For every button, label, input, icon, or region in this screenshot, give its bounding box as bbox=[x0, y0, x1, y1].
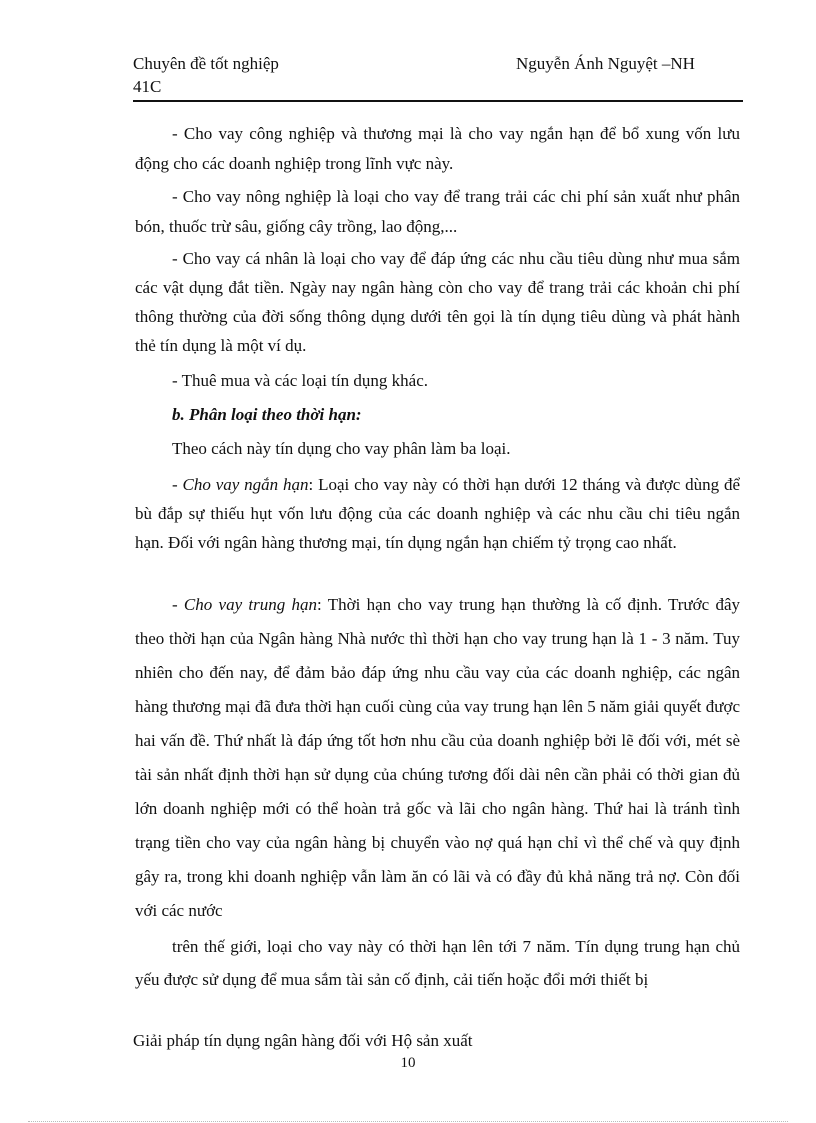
paragraph-medium-term bbox=[135, 588, 740, 928]
paragraph-leasing: - Thuê mua và các loại tín dụng khác. bbox=[172, 371, 429, 390]
page-header bbox=[133, 52, 743, 102]
page-bottom-divider bbox=[28, 1121, 788, 1122]
paragraph-industrial-loans: - Cho vay công nghiệp và thương mại là cho vay ngắn hạn để bổ xung vốn lưu động cho các doanh nghiệp trong lĩnh vực này. bbox=[135, 124, 740, 173]
header-course-code: 41C bbox=[133, 77, 162, 96]
header-course-title: Chuyên đề tốt nghiệp bbox=[133, 54, 279, 73]
header-author: Nguyễn Ánh Nguyệt –NH bbox=[516, 54, 695, 73]
medium-term-label: - Cho vay trung hạn bbox=[172, 595, 318, 614]
section-heading-b bbox=[135, 400, 740, 430]
paragraph-agricultural-loans: - Cho vay nông nghiệp là loại cho vay để trang trải các chi phí sản xuất như phân bón, thuốc trừ sâu, giống cây trồng, lao động,... bbox=[135, 187, 740, 236]
footer-title: Giải pháp tín dụng ngân hàng đối với Hộ sản xuất bbox=[133, 1031, 473, 1050]
paragraph-short-term bbox=[135, 470, 740, 557]
medium-term-text: : Thời hạn cho vay trung hạn thường là cố định. Trước đây theo thời hạn của Ngân hàng Nhà nước thì thời hạn cho vay trung hạn là 1 - 3 năm. Tuy nhiên cho đến nay, để đảm bảo đáp ứng nhu cầu vay của các doanh nghiệp, các ngân hàng thương mại đã đưa thời hạn cuối cùng của vay trung hạn lên 5 năm giải quyết được hai vấn đề. Thứ nhất là đáp ứng tốt hơn nhu cầu của doanh nghiệp bởi lẽ đối với, mét sè tài sản nhất định thời hạn sử dụng của chúng tương đối dài nên cần phải có thời gian đủ lớn doanh nghiệp mới có thể hoàn trả gốc và lãi cho ngân hàng. Thứ hai là tránh tình trạng tiền cho vay của ngân hàng bị chuyển vào nợ quá hạn chỉ vì thể chế và quy định gây ra, trong khi doanh nghiệp vẫn làm ăn có lãi và có đầy đủ khả năng trả nợ. Còn đối với các nước bbox=[135, 595, 740, 920]
header-left bbox=[133, 52, 279, 98]
section-heading-text: b. Phân loại theo thời hạn: bbox=[172, 405, 362, 424]
paragraph-three-types: Theo cách này tín dụng cho vay phân làm ba loại. bbox=[172, 439, 511, 458]
paragraph-continuation: trên thế giới, loại cho vay này có thời hạn lên tới 7 năm. Tín dụng trung hạn chủ yếu được sử dụng để mua sắm tài sản cố định, cải tiến hoặc đổi mới thiết bị bbox=[135, 937, 740, 989]
short-term-text: : Loại cho vay này có thời hạn dưới 12 tháng và được dùng để bù đắp sự thiếu hụt vốn lưu động của các doanh nghiệp và các nhu cầu chi tiêu ngắn hạn. Đối với ngân hàng thương mại, tín dụng ngắn hạn chiếm tỷ trọng cao nhất. bbox=[135, 475, 740, 552]
page-number: 10 bbox=[400, 1055, 416, 1071]
paragraph-personal-loans: - Cho vay cá nhân là loại cho vay để đáp ứng các nhu cầu tiêu dùng như mua sắm các vật dụng đắt tiền. Ngày nay ngân hàng còn cho vay để trang trải các khoản chi phí thông thường của đời sống thông dụng dưới tên gọi là tín dụng tiêu dùng và phát hành thẻ tín dụng là một ví dụ. bbox=[135, 249, 740, 355]
short-term-label: - Cho vay ngắn hạn bbox=[172, 475, 309, 494]
